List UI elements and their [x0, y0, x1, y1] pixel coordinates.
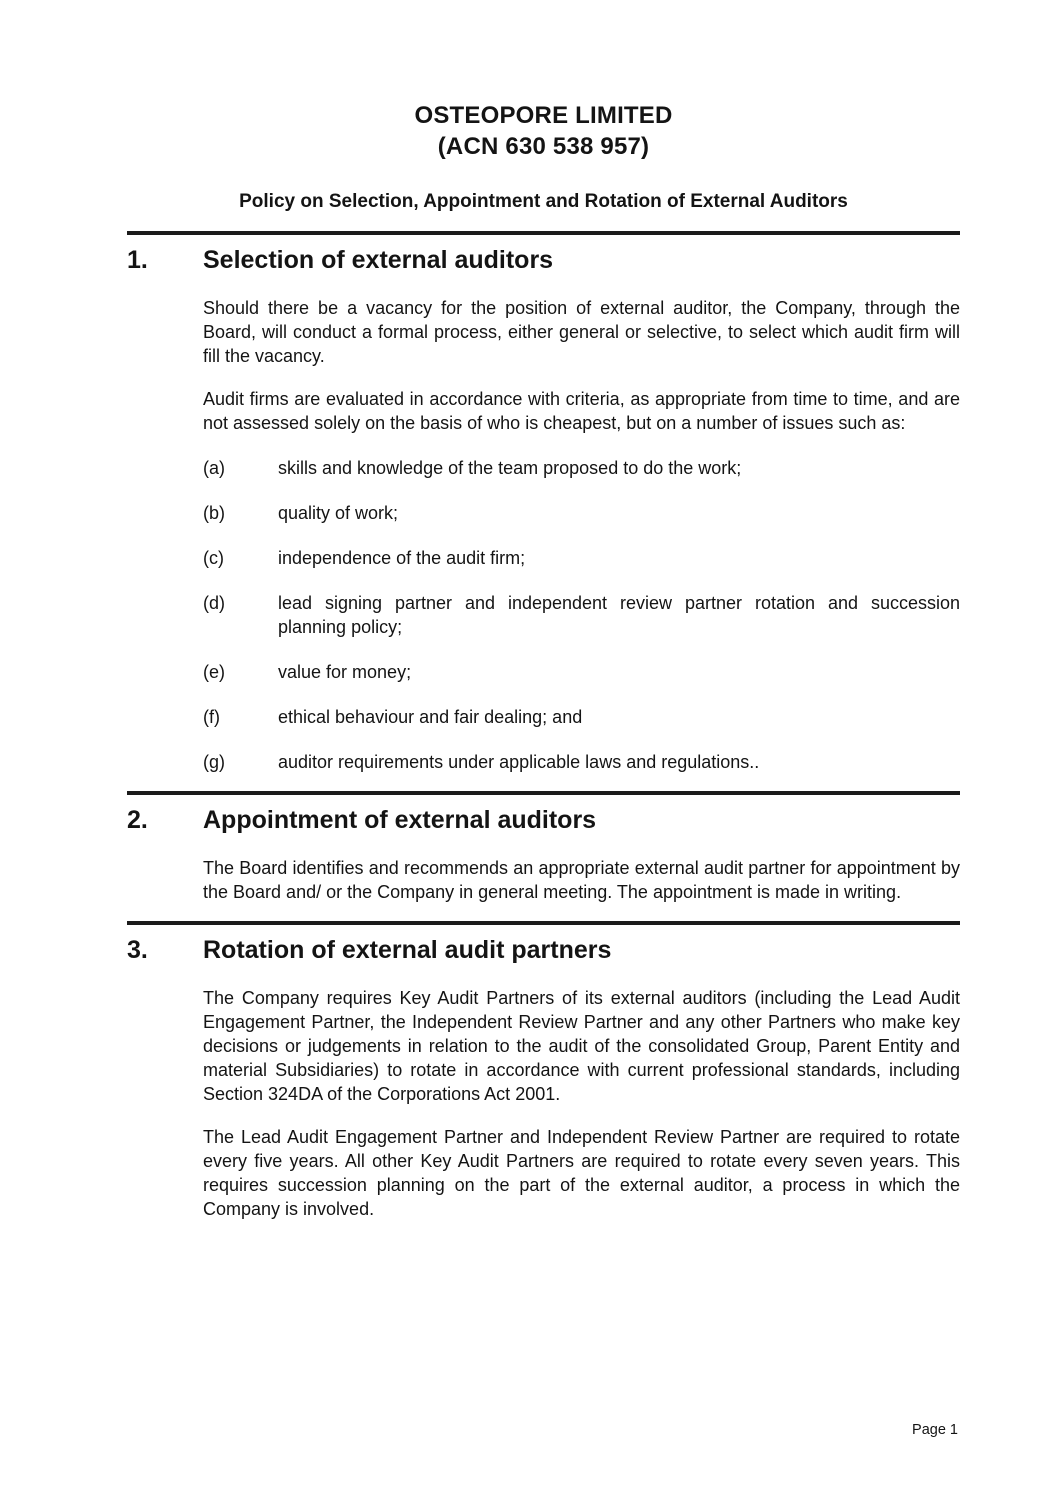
list-item: [203, 546, 960, 570]
section-1-divider: [127, 231, 960, 235]
list-item-text: ethical behaviour and fair dealing; and: [278, 707, 583, 727]
list-item-text: auditor requirements under applicable laws and regulations..: [278, 752, 760, 772]
list-item-label: (d): [203, 593, 225, 613]
section-1-heading: [127, 244, 960, 277]
section-3-divider: [127, 921, 960, 925]
paragraph: The Company requires Key Audit Partners of its external auditors (including the Lead Audit Engagement Partner, the Independent Review Partner and any other Partners who make key decisions or judgements in relation to the audit of the consolidated Group, Parent Entity and material Subsidiaries) to rotate in accordance with current professional standards, including Section 324DA of the Corporations Act 2001.: [203, 988, 960, 1104]
paragraph: The Lead Audit Engagement Partner and Independent Review Partner are required to rotate every five years. All other Key Audit Partners are required to rotate every seven years. This requires succession planning on the part of the external auditor, a process in which the Company is involved.: [203, 1127, 960, 1219]
section-2-title: Appointment of external auditors: [203, 806, 597, 834]
list-item: [203, 750, 960, 774]
section-1-number: 1.: [127, 246, 148, 274]
company-acn: (ACN 630 538 957): [437, 133, 650, 160]
list-item-label: (b): [203, 503, 225, 523]
section-1-title: Selection of external auditors: [203, 246, 554, 274]
list-item: [203, 501, 960, 525]
company-name: OSTEOPORE LIMITED: [414, 102, 673, 129]
list-item-text: independence of the audit firm;: [278, 548, 526, 568]
list-item: [203, 705, 960, 729]
section-2-divider: [127, 791, 960, 795]
section-2-number: 2.: [127, 806, 148, 834]
section-1-body: [203, 296, 960, 774]
list-item: [203, 591, 960, 639]
list-item-label: (c): [203, 548, 224, 568]
section-3-heading: [127, 934, 960, 967]
section-2-heading: [127, 804, 960, 837]
list-item-text: value for money;: [278, 662, 412, 682]
section-2-body: [203, 856, 960, 904]
paragraph: Audit firms are evaluated in accordance with criteria, as appropriate from time to time, and are not assessed solely on the basis of who is cheapest, but on a number of issues such as:: [203, 389, 960, 433]
list-item-label: (f): [203, 707, 220, 727]
list-item: [203, 456, 960, 480]
list-item: [203, 660, 960, 684]
page-number: Page 1: [912, 1422, 958, 1438]
list-item-label: (e): [203, 662, 225, 682]
section-3-number: 3.: [127, 936, 148, 964]
paragraph: The Board identifies and recommends an appropriate external audit partner for appointment by the Board and/ or the Company in general meeting. The appointment is made in writing.: [203, 858, 960, 902]
section-3-title: Rotation of external audit partners: [203, 936, 612, 964]
section-3-body: [203, 986, 960, 1221]
paragraph: Should there be a vacancy for the position of external auditor, the Company, through the Board, will conduct a formal process, either general or selective, to select which audit firm will fill the vacancy.: [203, 298, 960, 366]
list-item-label: (g): [203, 752, 225, 772]
list-item-text: lead signing partner and independent review partner rotation and succession planning policy;: [278, 593, 960, 637]
title-block: [127, 100, 960, 214]
list-item-text: quality of work;: [278, 503, 399, 523]
list-item-label: (a): [203, 458, 225, 478]
document-title: Policy on Selection, Appointment and Rotation of External Auditors: [239, 191, 848, 212]
list-item-text: skills and knowledge of the team proposed to do the work;: [278, 458, 742, 478]
